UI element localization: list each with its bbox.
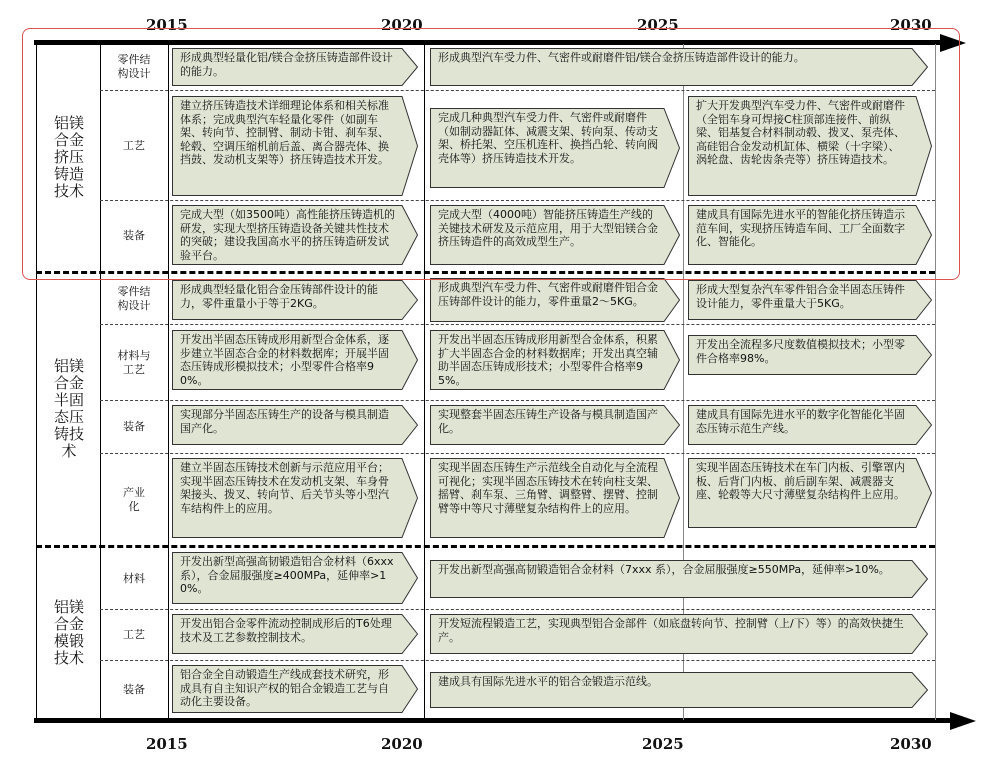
roadmap-box-text: 开发出铝合金零件流动控制成形后的T6处理技术及工艺参数控制技术。 [180, 617, 392, 644]
timeline-arrowhead-bottom [950, 712, 976, 730]
timeline-axis-bottom [34, 718, 952, 723]
roadmap-box-text: 形成典型轻量化铝合金压铸部件设计的能力，零件重量小于等于2KG。 [180, 283, 378, 310]
roadmap-box-text: 实现半固态压铸技术在车门内板、引擎罩内板、后背门内板、前后副车架、减震器支座、轮毂等大尺寸薄壁复杂结构件上应用。 [696, 461, 905, 501]
roadmap-arrow-box [172, 458, 418, 538]
row-sep [100, 609, 935, 610]
roadmap-arrow-box [172, 552, 418, 604]
sub-label-part-design: 零件结 构设计 [117, 285, 151, 312]
roadmap-box-text: 开发出全流程多尺度数值模拟技术；小型零件合格率98%。 [696, 338, 905, 365]
roadmap-arrow-box [430, 278, 680, 322]
roadmap-arrow-box [430, 405, 680, 445]
sub-label-material: 材料 [123, 571, 145, 585]
sub-label-process: 工艺 [123, 138, 145, 152]
roadmap-arrow-box [688, 280, 932, 320]
sub-label-part-design: 零件结 构设计 [117, 53, 151, 80]
roadmap-box-text: 开发出半固态压铸成形用新型合金体系，积累扩大半固态合金的材料数据库；开发出真空辅助半固态压铸成形技术；小型零件合格率95%。 [438, 333, 658, 387]
roadmap-arrow-box [688, 405, 932, 445]
year-bottom-2020: 2020 [381, 735, 423, 753]
roadmap-box-text: 开发短流程锻造工艺，实现典型铝合金部件（如底盘转向节、控制臂（上/下）等）的高效快捷生产。 [438, 617, 904, 644]
roadmap-arrow-box [172, 280, 418, 320]
roadmap-arrow-box [430, 330, 680, 390]
roadmap-arrow-box [430, 614, 928, 654]
year-bottom-2015: 2015 [146, 735, 188, 753]
roadmap-box-text: 形成典型轻量化铝/镁合金挤压铸造部件设计的能力。 [180, 51, 393, 78]
sub-label-equipment: 装备 [123, 229, 145, 242]
roadmap-box-text: 完成几种典型汽车受力件、气密件或耐磨件（如制动器缸体、减震支架、转向泵、传动支架、桥托架、空压机连杆、换挡凸轮、转向阀壳体等）挤压铸造技术开发。 [438, 111, 658, 165]
roadmap-box-text: 扩大开发典型汽车受力件、气密件或耐磨件（全铝车身可焊接C柱顶部连接件、前纵梁、铝基复合材料制动毂、拨叉、泵壳体、高硅铝合金发动机缸体、横梁（十字梁）、涡轮盘、齿轮齿条壳等）挤压铸造技术。 [696, 99, 905, 166]
roadmap-arrow-box [430, 458, 680, 538]
year-bottom-2025: 2025 [642, 735, 684, 753]
sub-label-material-process: 材料与 工艺 [117, 348, 151, 376]
roadmap-box-text: 开发出新型高强高韧锻造铝合金材料（6xxx 系），合金屈服强度≥400MPa，延伸率>10%。 [180, 555, 394, 595]
sub-label-industrialization: 产业 化 [123, 485, 145, 513]
roadmap-box-text: 开发出新型高强高韧锻造铝合金材料（7xxx 系），合金屈服强度≥550MPa，延伸率>10%。 [438, 563, 890, 576]
sub-label-equipment: 装备 [123, 682, 145, 696]
roadmap-box-text: 建立半固态压铸技术创新与示范应用平台；实现半固态压铸技术在发动机支架、车身骨架接头、拨叉、转向节、后关节头等小型汽车结构件上的应用。 [180, 461, 389, 515]
roadmap-arrow-box [172, 614, 418, 654]
roadmap-box-text: 完成大型（4000吨）智能挤压铸造生产线的关键技术研发及示范应用，用于大型铝镁合金挤压铸造件的高效成型生产。 [438, 208, 658, 248]
roadmap-box-text: 建成具有国际先进水平的数字化智能化半固态压铸示范生产线。 [696, 408, 905, 435]
roadmap-box-text: 形成典型汽车受力件、气密件或耐磨件铝/镁合金挤压铸造部件设计的能力。 [438, 51, 805, 64]
roadmap-arrow-box [172, 330, 418, 390]
sub-label-equipment: 装备 [123, 420, 145, 433]
year-top-2020: 2020 [381, 16, 423, 34]
roadmap-arrow-box [430, 560, 928, 598]
group-label-extrusion-casting: 铝镁 合金 挤压 铸造 技术 [53, 113, 84, 200]
roadmap-arrow-box [688, 458, 932, 528]
year-top-2030: 2030 [890, 16, 932, 34]
highlight-frame [22, 28, 960, 280]
roadmap-box-text: 铝合金全自动锻造生产线成套技术研究，形成具有自主知识产权的铝合金锻造工艺与自动化主要设备。 [180, 668, 389, 708]
roadmap-arrow-box [172, 405, 418, 445]
roadmap-box-text: 实现半固态压铸生产示范线全自动化与全流程可视化；实现半固态压铸技术在转向柱支架、摇臂、刹车泵、三角臂、调整臂、摆臂、控制臂等中等尺寸薄壁复杂结构件上的应用。 [438, 461, 658, 515]
group-label-semi-solid: 铝镁 合金 半固 态压 铸技 术 [53, 357, 84, 460]
group-sep [36, 545, 935, 548]
roadmap-box-text: 形成大型复杂汽车零件铝合金半固态压铸件设计能力，零件重量大于5KG。 [696, 283, 905, 310]
group-label-die-forging: 铝镁 合金 模锻 技术 [53, 598, 84, 667]
year-top-2025: 2025 [637, 16, 679, 34]
roadmap-box-text: 建成具有国际先进水平的智能化挤压铸造示范车间，实现挤压铸造车间、工厂全面数字化、智能化。 [696, 208, 905, 248]
roadmap-box-text: 形成典型汽车受力件、气密件或耐磨件铝合金压铸部件设计的能力，零件重量2～5KG。 [438, 281, 658, 308]
roadmap-arrow-box [430, 672, 928, 708]
roadmap-arrow-box [172, 665, 418, 713]
roadmap-box-text: 建成具有国际先进水平的铝合金锻造示范线。 [438, 675, 658, 688]
roadmap-box-text: 实现整套半固态压铸生产设备与模具制造国产化。 [438, 408, 658, 435]
row-sep [100, 453, 935, 454]
row-sep [100, 324, 935, 325]
roadmap-arrow-box [688, 335, 932, 375]
row-sep [100, 660, 935, 661]
row-sep [100, 400, 935, 401]
roadmap-box-text: 完成大型（如3500吨）高性能挤压铸造机的研发，实现大型挤压铸造设备关键共性技术的突破；建设我国高水平的挤压铸造研发试验平台。 [180, 208, 395, 262]
year-top-2015: 2015 [146, 16, 188, 34]
roadmap-box-text: 建立挤压铸造技术详细理论体系和相关标准体系；完成典型汽车轻量化零件（如副车架、转向节、控制臂、制动卡钳、刹车泵、轮毂、空调压缩机前后盖、离合器壳体、换挡鼓、发动机支架等）挤压铸造技术开发。 [180, 99, 389, 166]
roadmap-box-text: 开发出半固态压铸成形用新型合金体系，逐步建立半固态合金的材料数据库；开展半固态压铸成形模拟技术；小型零件合格率90%。 [180, 333, 389, 387]
year-bottom-2030: 2030 [890, 735, 932, 753]
sub-label-process: 工艺 [123, 628, 145, 641]
roadmap-box-text: 实现部分半固态压铸生产的设备与模具制造国产化。 [180, 408, 389, 435]
